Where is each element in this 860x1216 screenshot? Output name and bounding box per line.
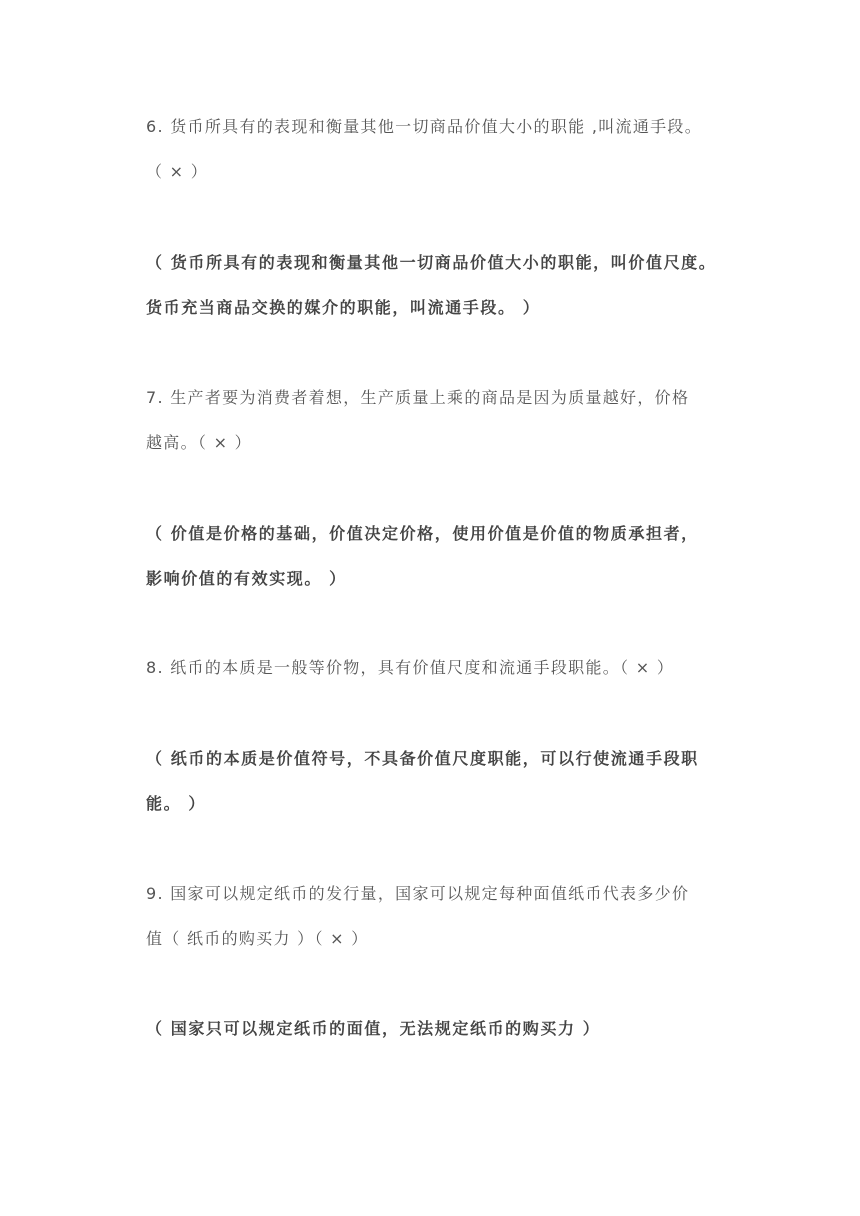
question-6-line-1: 6. 货币所具有的表现和衡量其他一切商品价值大小的职能 ,叫流通手段。 [146,117,703,136]
question-8-line-1: 8. 纸币的本质是一般等价物，具有价值尺度和流通手段职能。（ × ） [146,658,675,677]
question-7-line-2: 越高。（ × ） [146,433,252,452]
answer-9-line-1: （ 国家只可以规定纸币的面值，无法规定纸币的购买力 ） [146,1019,601,1038]
answer-6-line-1: （ 货币所具有的表现和衡量其他一切商品价值大小的职能，叫价值尺度。 [146,253,717,272]
question-6-line-2: （ × ） [146,162,209,181]
answer-6-line-2: 货币充当商品交换的媒介的职能，叫流通手段。 ） [146,298,541,317]
question-9-line-2: 值（ 纸币的购买力 ）（ × ） [146,929,369,948]
answer-8-line-1: （ 纸币的本质是价值符号，不具备价值尺度职能，可以行使流通手段职 [146,749,699,768]
question-7-line-1: 7. 生产者要为消费者着想，生产质量上乘的商品是因为质量越好，价格 [146,388,690,407]
question-9-line-1: 9. 国家可以规定纸币的发行量，国家可以规定每种面值纸币代表多少价 [146,884,690,903]
answer-7-line-1: （ 价值是价格的基础，价值决定价格，使用价值是价值的物质承担者， [146,524,699,543]
answer-7-line-2: 影响价值的有效实现。 ） [146,569,347,588]
answer-8-line-2: 能。 ） [146,794,206,813]
